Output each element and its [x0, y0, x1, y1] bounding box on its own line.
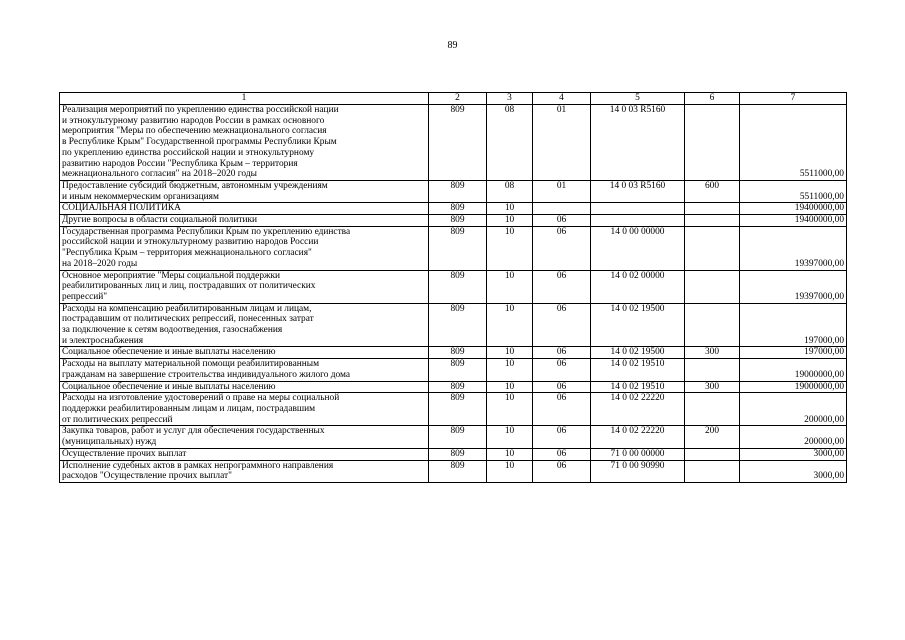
row-rz-cell: 10 [487, 270, 533, 303]
row-vr-cell: 200 [685, 426, 740, 448]
row-name-text: Расходы на выплату материальной помощи реабилитированным гражданам на завершение строительства индивидуального жилого дома [62, 359, 351, 380]
table-row [60, 393, 847, 426]
row-gr-cell: 809 [429, 215, 487, 227]
row-sum-cell: 5511000,00 [740, 180, 847, 202]
row-gr-cell: 809 [429, 460, 487, 482]
row-name-text: Реализация мероприятий по укреплению единства российской нации и этнокультурному развитию народов России в рамках основного мероприятия "Меры по обеспечению межнационального согласия в Республике Крым" Государственной программы Республики Крым по укреплению единства российской нации и этнокультурному развитию народов России "Республика Крым – территория межнационального согласия" на 2018–2020 годы [62, 105, 339, 180]
row-vr-cell [685, 303, 740, 347]
row-sum-cell: 19400000,00 [740, 203, 847, 215]
table-row [60, 180, 847, 202]
row-csr-cell: 14 0 03 R5160 [591, 180, 685, 202]
row-csr-cell: 71 0 00 90990 [591, 460, 685, 482]
row-rz-cell: 08 [487, 105, 533, 181]
row-name-text: Другие вопросы в области социальной политики [62, 215, 258, 226]
row-rz-cell: 10 [487, 226, 533, 270]
row-name-cell [60, 303, 429, 347]
table-row [60, 381, 847, 393]
row-pr-cell: 06 [533, 426, 591, 448]
row-sum-cell: 19397000,00 [740, 226, 847, 270]
row-csr-cell [591, 203, 685, 215]
row-pr-cell: 06 [533, 215, 591, 227]
row-name-cell [60, 215, 429, 227]
row-name-text: Государственная программа Республики Крым по укреплению единства российской нации и этнокультурному развитию народов России "Республика Крым – территория межнационального согласия" на 2018–2020 годы [62, 226, 351, 269]
table-row [60, 215, 847, 227]
row-gr-cell: 809 [429, 381, 487, 393]
row-name-cell [60, 359, 429, 381]
row-csr-cell: 14 0 02 22220 [591, 393, 685, 426]
column-header: 4 [533, 93, 591, 105]
row-rz-cell: 08 [487, 180, 533, 202]
row-gr-cell: 809 [429, 105, 487, 181]
row-rz-cell: 10 [487, 460, 533, 482]
row-pr-cell: 06 [533, 460, 591, 482]
row-pr-cell [533, 203, 591, 215]
row-csr-cell: 14 0 03 R5160 [591, 105, 685, 181]
row-name-cell [60, 347, 429, 359]
row-pr-cell: 06 [533, 303, 591, 347]
row-csr-cell: 14 0 02 22220 [591, 426, 685, 448]
row-sum-cell: 197000,00 [740, 347, 847, 359]
row-sum-cell: 197000,00 [740, 303, 847, 347]
row-name-text: Социальное обеспечение и иные выплаты населению [62, 381, 276, 392]
row-pr-cell: 01 [533, 180, 591, 202]
table-row [60, 226, 847, 270]
page-number: 89 [447, 40, 458, 51]
row-name-cell [60, 448, 429, 460]
row-name-cell [60, 270, 429, 303]
row-name-text: Осуществление прочих выплат [62, 448, 187, 459]
row-gr-cell: 809 [429, 347, 487, 359]
row-gr-cell: 809 [429, 303, 487, 347]
row-sum-cell: 19000000,00 [740, 359, 847, 381]
row-rz-cell: 10 [487, 448, 533, 460]
row-name-cell [60, 203, 429, 215]
column-header: 2 [429, 93, 487, 105]
row-vr-cell [685, 448, 740, 460]
row-pr-cell: 06 [533, 381, 591, 393]
table-row [60, 303, 847, 347]
row-gr-cell: 809 [429, 203, 487, 215]
row-name-text: Расходы на компенсацию реабилитированным лицам и лицам, пострадавшим от политических репрессий, понесенных затрат за подключение к сетям водоотведения, газоснабжения и электроснабжения [62, 303, 314, 346]
row-sum-cell: 200000,00 [740, 426, 847, 448]
table-row [60, 347, 847, 359]
row-pr-cell: 06 [533, 347, 591, 359]
row-name-cell [60, 180, 429, 202]
row-rz-cell: 10 [487, 359, 533, 381]
row-csr-cell: 14 0 02 19500 [591, 303, 685, 347]
row-vr-cell [685, 215, 740, 227]
column-header: 1 [60, 93, 429, 105]
row-csr-cell: 14 0 02 00000 [591, 270, 685, 303]
table-row [60, 105, 847, 181]
row-gr-cell: 809 [429, 180, 487, 202]
row-sum-cell: 19400000,00 [740, 215, 847, 227]
row-gr-cell: 809 [429, 226, 487, 270]
row-vr-cell: 300 [685, 381, 740, 393]
row-vr-cell [685, 460, 740, 482]
row-sum-cell: 19397000,00 [740, 270, 847, 303]
row-gr-cell: 809 [429, 359, 487, 381]
row-rz-cell: 10 [487, 215, 533, 227]
row-rz-cell: 10 [487, 393, 533, 426]
table-row [60, 460, 847, 482]
row-csr-cell: 14 0 02 19510 [591, 359, 685, 381]
row-name-text: Основное мероприятие "Меры социальной поддержки реабилитированных лиц и лиц, пострадавших от политических репрессий" [62, 270, 316, 302]
row-gr-cell: 809 [429, 448, 487, 460]
table-row [60, 448, 847, 460]
row-vr-cell [685, 359, 740, 381]
row-vr-cell [685, 203, 740, 215]
row-name-text: Исполнение судебных актов в рамках непрограммного направления расходов "Осуществление прочих выплат" [62, 460, 334, 482]
table-row [60, 359, 847, 381]
row-name-text: Закупка товаров, работ и услуг для обеспечения государственных (муниципальных) нужд [62, 426, 325, 448]
row-vr-cell [685, 270, 740, 303]
row-name-cell [60, 381, 429, 393]
row-vr-cell [685, 105, 740, 181]
row-name-cell [60, 460, 429, 482]
row-pr-cell: 06 [533, 226, 591, 270]
row-rz-cell: 10 [487, 203, 533, 215]
row-name-text: Расходы на изготовление удостоверений о праве на меры социальной поддержки реабилитированным лицам и лицам, пострадавшим от политических репрессий [62, 393, 340, 425]
row-vr-cell: 600 [685, 180, 740, 202]
row-sum-cell: 3000,00 [740, 448, 847, 460]
row-rz-cell: 10 [487, 303, 533, 347]
row-csr-cell: 14 0 00 00000 [591, 226, 685, 270]
row-pr-cell: 06 [533, 393, 591, 426]
row-gr-cell: 809 [429, 270, 487, 303]
row-pr-cell: 06 [533, 448, 591, 460]
row-name-cell [60, 426, 429, 448]
table-row [60, 426, 847, 448]
table-row [60, 270, 847, 303]
row-csr-cell: 71 0 00 00000 [591, 448, 685, 460]
table-row [60, 203, 847, 215]
row-csr-cell: 14 0 02 19510 [591, 381, 685, 393]
row-pr-cell: 01 [533, 105, 591, 181]
row-vr-cell [685, 393, 740, 426]
column-header: 7 [740, 93, 847, 105]
row-vr-cell [685, 226, 740, 270]
row-gr-cell: 809 [429, 393, 487, 426]
row-sum-cell: 5511000,00 [740, 105, 847, 181]
row-pr-cell: 06 [533, 270, 591, 303]
row-rz-cell: 10 [487, 347, 533, 359]
row-name-text: СОЦИАЛЬНАЯ ПОЛИТИКА [62, 203, 181, 214]
row-csr-cell: 14 0 02 19500 [591, 347, 685, 359]
row-name-cell [60, 393, 429, 426]
budget-table [59, 92, 847, 483]
row-gr-cell: 809 [429, 426, 487, 448]
table-header-row [60, 93, 847, 105]
column-header: 6 [685, 93, 740, 105]
row-vr-cell: 300 [685, 347, 740, 359]
row-name-text: Предоставление субсидий бюджетным, автономным учреждениям и иным некоммерческим организациям [62, 180, 328, 202]
row-name-cell [60, 105, 429, 181]
row-pr-cell: 06 [533, 359, 591, 381]
row-name-cell [60, 226, 429, 270]
row-rz-cell: 10 [487, 426, 533, 448]
row-csr-cell [591, 215, 685, 227]
row-name-text: Социальное обеспечение и иные выплаты населению [62, 347, 276, 358]
row-sum-cell: 200000,00 [740, 393, 847, 426]
row-sum-cell: 3000,00 [740, 460, 847, 482]
column-header: 3 [487, 93, 533, 105]
row-rz-cell: 10 [487, 381, 533, 393]
row-sum-cell: 19000000,00 [740, 381, 847, 393]
column-header: 5 [591, 93, 685, 105]
